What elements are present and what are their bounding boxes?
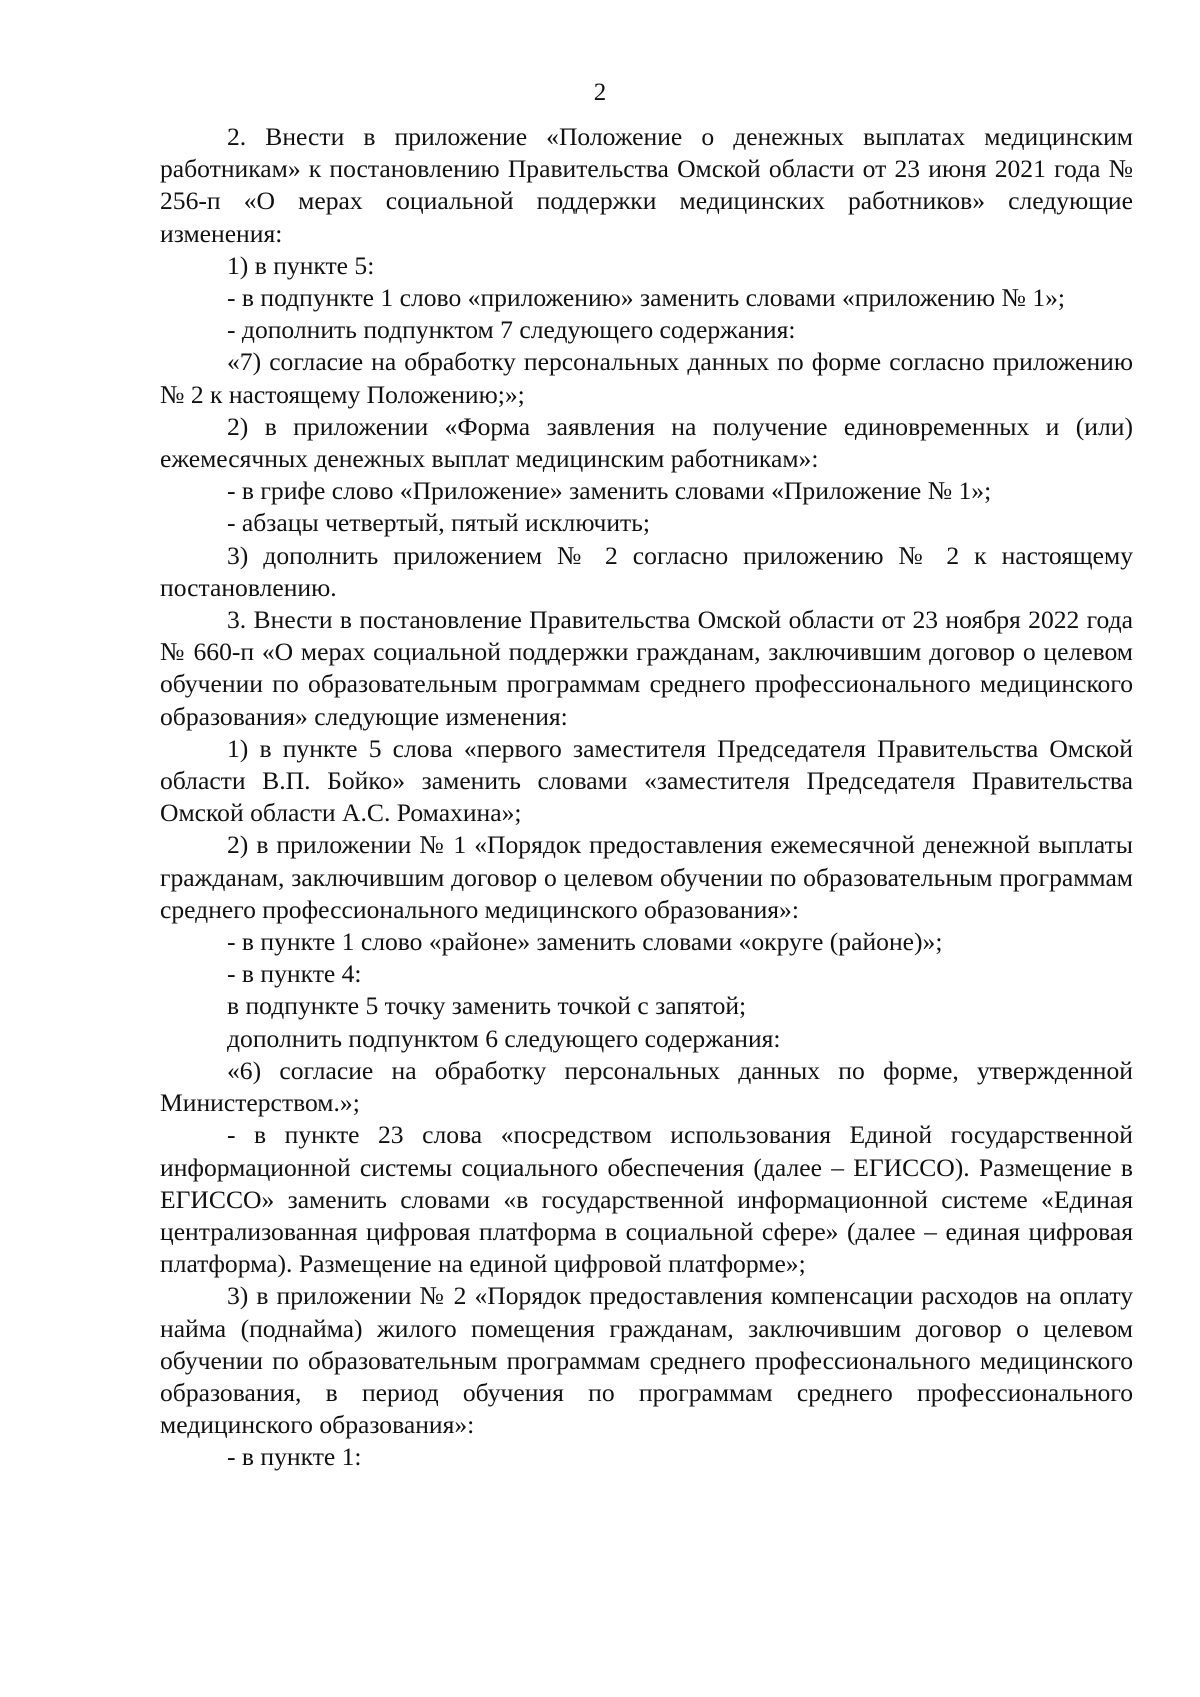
paragraph: - в пункте 4:: [227, 959, 362, 989]
paragraph: 3) в приложении № 2 «Порядок предоставления компенсации расходов на оплату найма (поднайма) жилого помещения гражданам, заключившим договор о целевом обучении по образовательным программам среднего профессионального медицинского образования, в период обучения по программам среднего профессионального медицинского образования»:: [160, 1281, 1133, 1440]
paragraph: «6) согласие на обработку персональных данных по форме, утвержденной Министерством.»;: [160, 1055, 1133, 1118]
document-body: [160, 121, 1133, 1474]
paragraph: - абзацы четвертый, пятый исключить;: [227, 508, 650, 538]
paragraph: 3) дополнить приложением № 2 согласно приложению № 2 к настоящему постановлению.: [160, 540, 1133, 602]
paragraph: дополнить подпунктом 6 следующего содержания:: [227, 1023, 781, 1053]
paragraph: 2) в приложении № 1 «Порядок предоставления ежемесячной денежной выплаты гражданам, заключившим договор о целевом обучении по образовательным программам среднего профессионального медицинского образования»:: [160, 830, 1133, 924]
paragraph: 1) в пункте 5:: [227, 250, 375, 280]
paragraph: 2. Внести в приложение «Положение о денежных выплатах медицинским работникам» к постановлению Правительства Омской области от 23 июня 2021 года № 256-п «О мерах социальной поддержки медицинских работников» следующие изменения:: [160, 122, 1133, 248]
paragraph: в подпункте 5 точку заменить точкой с запятой;: [227, 991, 747, 1021]
paragraph: 3. Внести в постановление Правительства Омской области от 23 ноября 2022 года № 660-п «О мерах социальной поддержки гражданам, заключившим договор о целевом обучении по образовательным программам среднего профессионального медицинского образования» следующие изменения:: [160, 605, 1133, 731]
paragraph: - в пункте 23 слова «посредством использования Единой государственной информационной системы социального обеспечения (далее – ЕГИССО). Размещение в ЕГИССО» заменить словами «в государственной информационной системе «Единая централизованная цифровая платформа в социальной сфере» (далее – единая цифровая платформа). Размещение на единой цифровой платформе»;: [160, 1120, 1133, 1279]
paragraph: - в подпункте 1 слово «приложению» заменить словами «приложению № 1»;: [227, 283, 1066, 313]
paragraph: - дополнить подпунктом 7 следующего содержания:: [227, 315, 796, 345]
paragraph: «7) согласие на обработку персональных данных по форме согласно приложению № 2 к настоящему Положению;»;: [160, 347, 1133, 409]
page-number: 2: [593, 79, 607, 106]
paragraph: - в грифе слово «Приложение» заменить словами «Приложение № 1»;: [227, 476, 992, 506]
paragraph: 1) в пункте 5 слова «первого заместителя Председателя Правительства Омской области В.П. Бойко» заменить словами «заместителя Председателя Правительства Омской области А.С. Ромахина»;: [160, 733, 1133, 828]
paragraph: - в пункте 1 слово «районе» заменить словами «округе (районе)»;: [227, 927, 943, 957]
paragraph: 2) в приложении «Форма заявления на получение единовременных и (или) ежемесячных денежных выплат медицинским работникам»:: [160, 411, 1133, 474]
paragraph: - в пункте 1:: [227, 1442, 362, 1472]
